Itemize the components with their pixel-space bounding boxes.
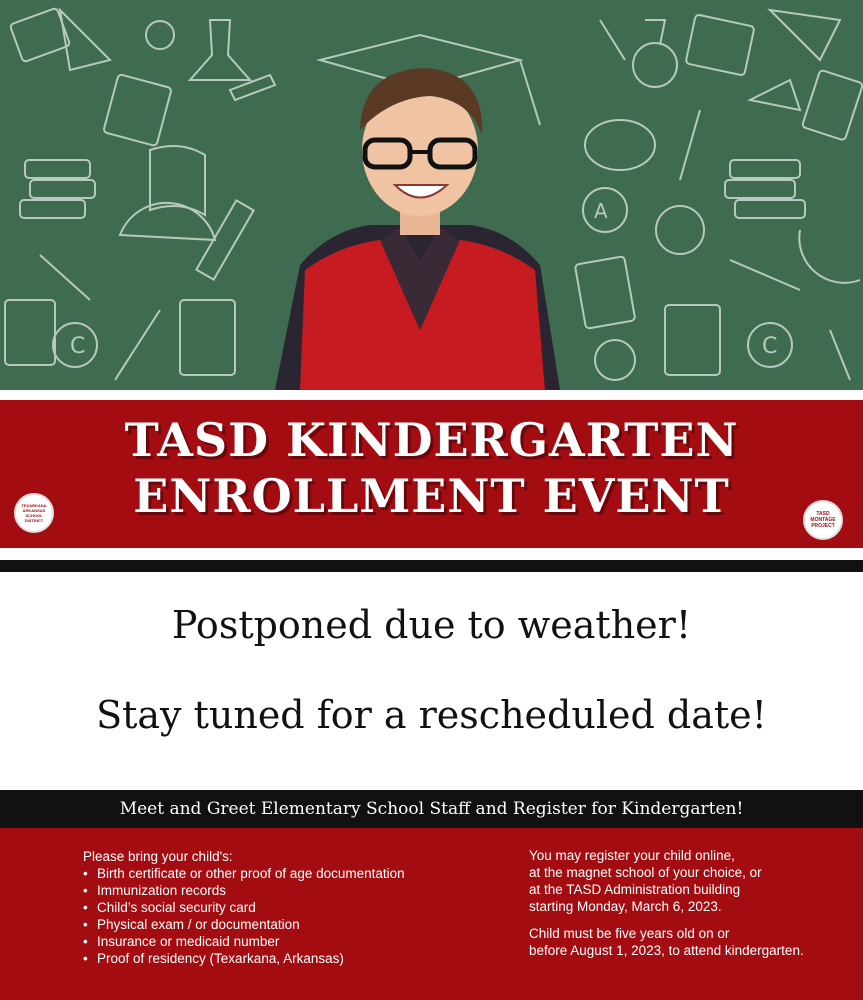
stay-tuned-message: Stay tuned for a rescheduled date! [96,693,767,737]
svg-text:A: A [594,199,608,223]
bring-list-section [83,848,483,967]
postponed-message: Postponed due to weather! [171,603,692,647]
list-item: • Insurance or medicaid number [97,933,483,950]
divider-stripe [0,390,863,400]
hero-photo [0,0,863,390]
registration-section [529,847,859,959]
district-logo-text: TEXARKANA ARKANSAS SCHOOL DISTRICT [21,503,47,523]
montage-logo-text: TASD MONTAGE PROJECT [810,511,836,529]
list-item: • Proof of residency (Texarkana, Arkansas) [97,950,483,967]
age-requirement-text: Child must be five years old on or before August 1, 2023, to attend kindergarten. [529,926,804,958]
bring-list [83,865,483,967]
district-logo [14,493,54,533]
divider-stripe-white [0,548,863,560]
event-title [0,412,863,524]
meet-and-greet-bar: Meet and Greet Elementary School Staff and Register for Kindergarten! [0,790,863,828]
svg-text:C: C [762,334,778,359]
register-online-text: You may register your child online, at the magnet school of your choice, or at the TASD Administration building starting Monday, March 6, 2023. [529,848,762,914]
list-item: • Child’s social security card [97,899,483,916]
montage-project-logo [803,500,843,540]
list-item: • Immunization records [97,882,483,899]
svg-text:C: C [70,334,86,359]
chalkboard-illustration [0,0,863,390]
list-item: • Physical exam / or documentation [97,916,483,933]
info-panel [0,828,863,1000]
event-title-line-2: ENROLLMENT EVENT [133,469,730,523]
divider-stripe-black [0,560,863,572]
list-item: • Birth certificate or other proof of age documentation [97,865,483,882]
event-title-line-1: TASD KINDERGARTEN [124,413,739,467]
bring-heading: Please bring your child's: [83,849,233,864]
